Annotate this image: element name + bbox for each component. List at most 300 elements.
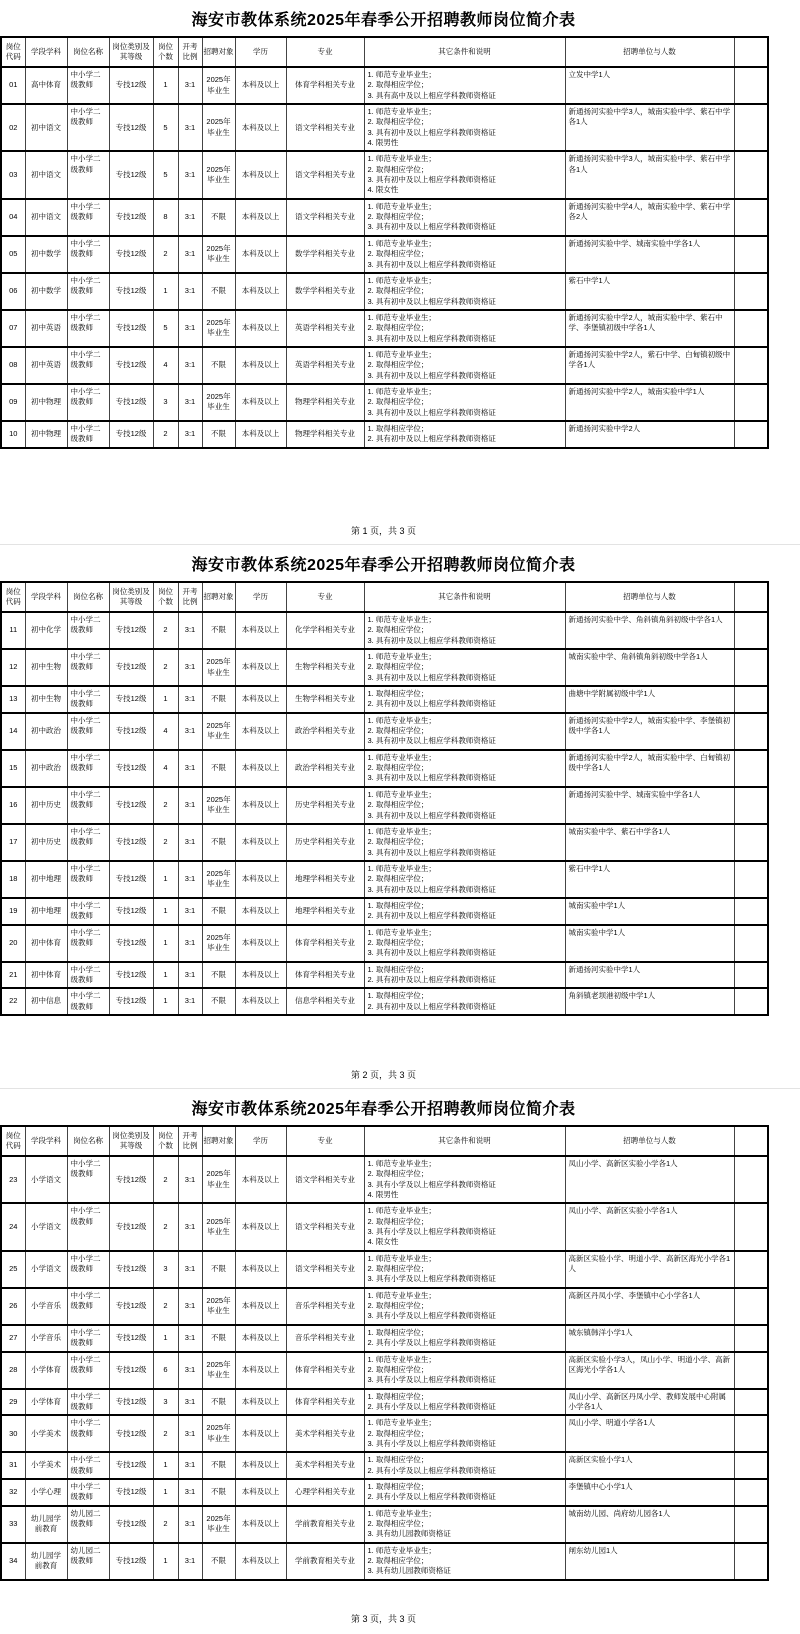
column-header: 其它条件和说明 <box>364 37 565 67</box>
conditions-cell <box>364 824 565 861</box>
category-cell: 专技12级 <box>109 347 153 384</box>
conditions-cell <box>364 347 565 384</box>
education-cell: 本科及以上 <box>235 1415 286 1452</box>
spacer-cell <box>734 273 768 310</box>
spacer-cell <box>734 925 768 962</box>
code-cell: 20 <box>1 925 25 962</box>
ratio-cell: 3:1 <box>178 1203 202 1250</box>
position-row <box>1 1506 768 1543</box>
ratio-cell: 3:1 <box>178 310 202 347</box>
units-cell: 新通扬河实验中学1人 <box>565 962 734 989</box>
subject-cell: 小学体育 <box>25 1352 67 1389</box>
condition-line: 1. 取得相应学位； <box>367 1481 429 1491</box>
position-row <box>1 713 768 750</box>
category-cell: 专技12级 <box>109 713 153 750</box>
spacer-cell <box>734 713 768 750</box>
conditions-cell <box>364 649 565 686</box>
count-cell: 1 <box>153 898 178 925</box>
condition-line: 3. 具有小学及以上相应学科教师资格证 <box>367 1311 496 1321</box>
condition-line: 2. 具有小学及以上相应学科教师资格证 <box>367 1338 496 1348</box>
category-cell: 专技12级 <box>109 421 153 448</box>
condition-line: 2. 取得相应学位； <box>367 249 429 259</box>
condition-line: 1. 取得相应学位； <box>367 423 429 433</box>
units-cell: 新通扬河实验中学2人，城南实验中学、紫石中学、李堡镇初级中学各1人 <box>565 310 734 347</box>
units-cell: 紫石中学1人 <box>565 861 734 898</box>
major-cell: 地理学科相关专业 <box>286 861 364 898</box>
column-header: 学段学科 <box>25 37 67 67</box>
position-row <box>1 824 768 861</box>
code-cell: 11 <box>1 612 25 649</box>
code-cell: 13 <box>1 686 25 713</box>
post-name-cell: 幼儿园二级教师 <box>67 1543 109 1580</box>
position-row <box>1 1389 768 1416</box>
category-cell: 专技12级 <box>109 988 153 1015</box>
education-cell: 本科及以上 <box>235 824 286 861</box>
code-cell: 01 <box>1 67 25 104</box>
column-header: 学段学科 <box>25 1126 67 1156</box>
major-cell: 生物学科相关专业 <box>286 649 364 686</box>
units-cell: 新通扬河实验中学2人，城南实验中学1人 <box>565 384 734 421</box>
column-header: 学历 <box>235 582 286 612</box>
condition-line: 3. 具有初中及以上相应学科教师资格证 <box>367 127 496 137</box>
condition-line: 2. 取得相应学位； <box>367 1169 429 1179</box>
ratio-cell: 3:1 <box>178 1506 202 1543</box>
category-cell: 专技12级 <box>109 1352 153 1389</box>
units-cell: 城南幼儿园、尚府幼儿园各1人 <box>565 1506 734 1543</box>
condition-line: 1. 师范专业毕业生； <box>367 349 436 359</box>
header-row <box>1 582 768 612</box>
condition-line: 3. 具有小学及以上相应学科教师资格证 <box>367 1274 496 1284</box>
condition-line: 3. 具有初中及以上相应学科教师资格证 <box>367 847 496 857</box>
code-cell: 32 <box>1 1479 25 1506</box>
count-cell: 3 <box>153 384 178 421</box>
education-cell: 本科及以上 <box>235 104 286 151</box>
post-name-cell: 中小学二级教师 <box>67 649 109 686</box>
code-cell: 25 <box>1 1251 25 1288</box>
position-row <box>1 962 768 989</box>
column-header: 学段学科 <box>25 582 67 612</box>
category-cell: 专技12级 <box>109 925 153 962</box>
post-name-cell: 中小学二级教师 <box>67 861 109 898</box>
count-cell: 2 <box>153 649 178 686</box>
column-header: 招聘对象 <box>202 582 235 612</box>
units-cell: 城南实验中学1人 <box>565 898 734 925</box>
condition-line: 3. 具有初中及以上相应学科教师资格证 <box>367 370 496 380</box>
condition-line: 1. 师范专业毕业生； <box>367 275 436 285</box>
major-cell: 美术学科相关专业 <box>286 1415 364 1452</box>
subject-cell: 初中语文 <box>25 199 67 236</box>
code-cell: 33 <box>1 1506 25 1543</box>
column-header: 岗位代码 <box>1 1126 25 1156</box>
condition-line: 1. 取得相应学位； <box>367 689 429 699</box>
target-cell: 2025年毕业生 <box>202 67 235 104</box>
count-cell: 1 <box>153 988 178 1015</box>
count-cell: 1 <box>153 1479 178 1506</box>
count-cell: 2 <box>153 1415 178 1452</box>
column-header: 岗位名称 <box>67 582 109 612</box>
education-cell: 本科及以上 <box>235 421 286 448</box>
column-header: 岗位名称 <box>67 1126 109 1156</box>
condition-line: 2. 取得相应学位； <box>367 662 429 672</box>
condition-line: 1. 师范专业毕业生； <box>367 312 436 322</box>
post-name-cell: 中小学二级教师 <box>67 925 109 962</box>
education-cell: 本科及以上 <box>235 1156 286 1203</box>
code-cell: 18 <box>1 861 25 898</box>
target-cell: 不限 <box>202 962 235 989</box>
spacer-cell <box>734 861 768 898</box>
count-cell: 1 <box>153 1325 178 1352</box>
condition-line: 2. 取得相应学位； <box>367 117 429 127</box>
position-row <box>1 104 768 151</box>
post-name-cell: 中小学二级教师 <box>67 104 109 151</box>
post-name-cell: 中小学二级教师 <box>67 151 109 198</box>
condition-line: 3. 具有初中及以上相应学科教师资格证 <box>367 948 496 958</box>
spacer-cell <box>734 236 768 273</box>
code-cell: 05 <box>1 236 25 273</box>
condition-line: 1. 师范专业毕业生； <box>367 386 436 396</box>
conditions-cell <box>364 962 565 989</box>
target-cell: 不限 <box>202 824 235 861</box>
units-cell: 高新区实验小学、明道小学、高新区海光小学各1人 <box>565 1251 734 1288</box>
spacer-cell <box>734 649 768 686</box>
code-cell: 19 <box>1 898 25 925</box>
code-cell: 15 <box>1 750 25 787</box>
spacer-cell <box>734 1156 768 1203</box>
condition-line: 2. 具有小学及以上相应学科教师资格证 <box>367 1465 496 1475</box>
target-cell: 2025年毕业生 <box>202 1352 235 1389</box>
post-name-cell: 中小学二级教师 <box>67 750 109 787</box>
condition-line: 3. 具有初中及以上相应学科教师资格证 <box>367 810 496 820</box>
target-cell: 不限 <box>202 686 235 713</box>
education-cell: 本科及以上 <box>235 713 286 750</box>
major-cell: 数学学科相关专业 <box>286 236 364 273</box>
target-cell: 2025年毕业生 <box>202 787 235 824</box>
column-header: 岗位个数 <box>153 582 178 612</box>
spacer-cell <box>734 1251 768 1288</box>
subject-cell: 初中数学 <box>25 273 67 310</box>
target-cell: 不限 <box>202 1479 235 1506</box>
category-cell: 专技12级 <box>109 824 153 861</box>
ratio-cell: 3:1 <box>178 612 202 649</box>
ratio-cell: 3:1 <box>178 104 202 151</box>
conditions-cell <box>364 199 565 236</box>
subject-cell: 初中生物 <box>25 649 67 686</box>
position-row <box>1 988 768 1015</box>
category-cell: 专技12级 <box>109 787 153 824</box>
position-row <box>1 898 768 925</box>
spacer-cell <box>734 1415 768 1452</box>
position-row <box>1 1352 768 1389</box>
spacer-cell <box>734 898 768 925</box>
position-row <box>1 1415 768 1452</box>
count-cell: 1 <box>153 1543 178 1580</box>
conditions-cell <box>364 151 565 198</box>
conditions-cell <box>364 787 565 824</box>
condition-line: 1. 取得相应学位； <box>367 1391 429 1401</box>
ratio-cell: 3:1 <box>178 925 202 962</box>
condition-line: 1. 师范专业毕业生； <box>367 652 436 662</box>
code-cell: 07 <box>1 310 25 347</box>
position-row <box>1 236 768 273</box>
conditions-cell <box>364 1325 565 1352</box>
condition-line: 1. 师范专业毕业生； <box>367 1418 436 1428</box>
position-row <box>1 1203 768 1250</box>
ratio-cell: 3:1 <box>178 787 202 824</box>
conditions-cell <box>364 1415 565 1452</box>
condition-line: 3. 具有初中及以上相应学科教师资格证 <box>367 736 496 746</box>
condition-line: 2. 具有初中及以上相应学科教师资格证 <box>367 1001 496 1011</box>
condition-line: 1. 取得相应学位； <box>367 900 429 910</box>
condition-line: 3. 具有小学及以上相应学科教师资格证 <box>367 1375 496 1385</box>
units-cell: 新通扬河实验中学2人，城南实验中学、白甸镇初级中学各1人 <box>565 750 734 787</box>
units-cell: 凤山小学、高新区实验小学各1人 <box>565 1156 734 1203</box>
target-cell: 2025年毕业生 <box>202 104 235 151</box>
units-cell: 新通扬河实验中学2人 <box>565 421 734 448</box>
condition-line: 1. 师范专业毕业生； <box>367 1545 436 1555</box>
education-cell: 本科及以上 <box>235 686 286 713</box>
code-cell: 17 <box>1 824 25 861</box>
ratio-cell: 3:1 <box>178 1415 202 1452</box>
post-name-cell: 中小学二级教师 <box>67 988 109 1015</box>
ratio-cell: 3:1 <box>178 824 202 861</box>
post-name-cell: 中小学二级教师 <box>67 384 109 421</box>
target-cell: 2025年毕业生 <box>202 310 235 347</box>
count-cell: 2 <box>153 1203 178 1250</box>
condition-line: 3. 具有初中及以上相应学科教师资格证 <box>367 175 496 185</box>
education-cell: 本科及以上 <box>235 1506 286 1543</box>
page-footer: 第 1 页，共 3 页 <box>350 526 416 536</box>
major-cell: 语文学科相关专业 <box>286 1251 364 1288</box>
education-cell: 本科及以上 <box>235 384 286 421</box>
condition-line: 3. 具有初中及以上相应学科教师资格证 <box>367 407 496 417</box>
target-cell: 不限 <box>202 750 235 787</box>
subject-cell: 初中语文 <box>25 104 67 151</box>
category-cell: 专技12级 <box>109 1452 153 1479</box>
condition-line: 1. 取得相应学位； <box>367 1327 429 1337</box>
position-row <box>1 1156 768 1203</box>
condition-line: 1. 师范专业毕业生； <box>367 1159 436 1168</box>
spacer-cell <box>734 104 768 151</box>
post-name-cell: 中小学二级教师 <box>67 1352 109 1389</box>
count-cell: 5 <box>153 151 178 198</box>
target-cell: 不限 <box>202 421 235 448</box>
spacer-cell <box>734 1389 768 1416</box>
conditions-cell <box>364 384 565 421</box>
ratio-cell: 3:1 <box>178 898 202 925</box>
post-name-cell: 中小学二级教师 <box>67 1156 109 1203</box>
category-cell: 专技12级 <box>109 67 153 104</box>
condition-line: 2. 取得相应学位； <box>367 874 429 884</box>
category-cell: 专技12级 <box>109 199 153 236</box>
units-cell: 高新区丹凤小学、李堡镇中心小学各1人 <box>565 1288 734 1325</box>
count-cell: 1 <box>153 686 178 713</box>
units-cell: 新通扬河实验中学、城南实验中学各1人 <box>565 236 734 273</box>
code-cell: 08 <box>1 347 25 384</box>
units-cell: 新通扬河实验中学2人，城南实验中学、李堡镇初级中学各1人 <box>565 713 734 750</box>
spacer-cell <box>734 750 768 787</box>
target-cell: 2025年毕业生 <box>202 713 235 750</box>
spacer-cell <box>734 824 768 861</box>
code-cell: 29 <box>1 1389 25 1416</box>
conditions-cell <box>364 421 565 448</box>
category-cell: 专技12级 <box>109 1156 153 1203</box>
code-cell: 16 <box>1 787 25 824</box>
major-cell: 学前教育相关专业 <box>286 1506 364 1543</box>
education-cell: 本科及以上 <box>235 750 286 787</box>
category-cell: 专技12级 <box>109 962 153 989</box>
code-cell: 02 <box>1 104 25 151</box>
condition-line: 2. 取得相应学位； <box>367 937 429 947</box>
condition-line: 1. 师范专业毕业生； <box>367 927 436 937</box>
condition-line: 3. 具有幼儿园教师资格证 <box>367 1566 451 1576</box>
ratio-cell: 3:1 <box>178 199 202 236</box>
category-cell: 专技12级 <box>109 1415 153 1452</box>
units-cell: 新通扬河实验中学4人，城南实验中学、紫石中学各2人 <box>565 199 734 236</box>
subject-cell: 小学语文 <box>25 1156 67 1203</box>
major-cell: 音乐学科相关专业 <box>286 1288 364 1325</box>
page-1 <box>0 0 800 544</box>
conditions-cell <box>364 1506 565 1543</box>
condition-line: 3. 具有初中及以上相应学科教师资格证 <box>367 333 496 343</box>
count-cell: 2 <box>153 1288 178 1325</box>
position-row <box>1 612 768 649</box>
spacer-cell <box>734 310 768 347</box>
major-cell: 美术学科相关专业 <box>286 1452 364 1479</box>
header-row <box>1 37 768 67</box>
units-cell: 立发中学1人 <box>565 67 734 104</box>
subject-cell: 小学语文 <box>25 1203 67 1250</box>
major-cell: 语文学科相关专业 <box>286 199 364 236</box>
column-header <box>734 1126 768 1156</box>
target-cell: 不限 <box>202 988 235 1015</box>
subject-cell: 初中体育 <box>25 925 67 962</box>
conditions-cell <box>364 750 565 787</box>
target-cell: 2025年毕业生 <box>202 1203 235 1250</box>
condition-line: 3. 具有初中及以上相应学科教师资格证 <box>367 222 496 232</box>
condition-line: 1. 师范专业毕业生； <box>367 1290 436 1300</box>
code-cell: 21 <box>1 962 25 989</box>
condition-line: 2. 取得相应学位； <box>367 726 429 736</box>
condition-line: 1. 师范专业毕业生； <box>367 1354 436 1364</box>
conditions-cell <box>364 686 565 713</box>
column-header: 专业 <box>286 1126 364 1156</box>
condition-line: 2. 具有初中及以上相应学科教师资格证 <box>367 911 496 921</box>
condition-line: 1. 师范专业毕业生； <box>367 752 436 762</box>
count-cell: 1 <box>153 861 178 898</box>
target-cell: 2025年毕业生 <box>202 236 235 273</box>
count-cell: 2 <box>153 421 178 448</box>
post-name-cell: 中小学二级教师 <box>67 787 109 824</box>
position-row <box>1 273 768 310</box>
position-row <box>1 1479 768 1506</box>
subject-cell: 幼儿园学前教育 <box>25 1506 67 1543</box>
spacer-cell <box>734 1452 768 1479</box>
code-cell: 04 <box>1 199 25 236</box>
conditions-cell <box>364 104 565 151</box>
column-header: 开考比例 <box>178 1126 202 1156</box>
ratio-cell: 3:1 <box>178 750 202 787</box>
count-cell: 2 <box>153 1506 178 1543</box>
category-cell: 专技12级 <box>109 1325 153 1352</box>
condition-line: 3. 具有初中及以上相应学科教师资格证 <box>367 672 496 682</box>
conditions-cell <box>364 1251 565 1288</box>
major-cell: 语文学科相关专业 <box>286 1203 364 1250</box>
major-cell: 历史学科相关专业 <box>286 787 364 824</box>
post-name-cell: 中小学二级教师 <box>67 67 109 104</box>
position-row <box>1 421 768 448</box>
conditions-cell <box>364 1203 565 1250</box>
column-header: 其它条件和说明 <box>364 582 565 612</box>
subject-cell: 小学语文 <box>25 1251 67 1288</box>
column-header: 岗位代码 <box>1 37 25 67</box>
spacer-cell <box>734 421 768 448</box>
units-cell: 城东镇韩洋小学1人 <box>565 1325 734 1352</box>
count-cell: 3 <box>153 1251 178 1288</box>
units-cell: 凤山小学、明道小学各1人 <box>565 1415 734 1452</box>
column-header: 招聘对象 <box>202 1126 235 1156</box>
condition-line: 2. 具有小学及以上相应学科教师资格证 <box>367 1492 496 1502</box>
major-cell: 体育学科相关专业 <box>286 1389 364 1416</box>
subject-cell: 初中政治 <box>25 713 67 750</box>
ratio-cell: 3:1 <box>178 861 202 898</box>
condition-line: 1. 取得相应学位； <box>367 964 429 974</box>
spacer-cell <box>734 1288 768 1325</box>
count-cell: 1 <box>153 925 178 962</box>
major-cell: 物理学科相关专业 <box>286 421 364 448</box>
ratio-cell: 3:1 <box>178 1325 202 1352</box>
code-cell: 24 <box>1 1203 25 1250</box>
position-row <box>1 347 768 384</box>
ratio-cell: 3:1 <box>178 1389 202 1416</box>
education-cell: 本科及以上 <box>235 1251 286 1288</box>
column-header: 学历 <box>235 1126 286 1156</box>
post-name-cell: 中小学二级教师 <box>67 1452 109 1479</box>
column-header: 其它条件和说明 <box>364 1126 565 1156</box>
position-row <box>1 1251 768 1288</box>
code-cell: 26 <box>1 1288 25 1325</box>
subject-cell: 小学音乐 <box>25 1325 67 1352</box>
position-row <box>1 861 768 898</box>
condition-line: 2. 取得相应学位； <box>367 1216 429 1226</box>
condition-line: 2. 取得相应学位； <box>367 212 429 222</box>
units-cell: 高新区实验小学1人 <box>565 1452 734 1479</box>
code-cell: 12 <box>1 649 25 686</box>
position-row <box>1 750 768 787</box>
subject-cell: 初中化学 <box>25 612 67 649</box>
post-name-cell: 中小学二级教师 <box>67 1251 109 1288</box>
spacer-cell <box>734 1325 768 1352</box>
target-cell: 2025年毕业生 <box>202 1288 235 1325</box>
ratio-cell: 3:1 <box>178 713 202 750</box>
subject-cell: 初中英语 <box>25 347 67 384</box>
condition-line: 2. 取得相应学位； <box>367 1556 429 1565</box>
major-cell: 数学学科相关专业 <box>286 273 364 310</box>
target-cell: 2025年毕业生 <box>202 1506 235 1543</box>
spacer-cell <box>734 787 768 824</box>
subject-cell: 初中政治 <box>25 750 67 787</box>
condition-line: 1. 师范专业毕业生； <box>367 238 436 248</box>
ratio-cell: 3:1 <box>178 347 202 384</box>
code-cell: 28 <box>1 1352 25 1389</box>
conditions-cell <box>364 1543 565 1580</box>
education-cell: 本科及以上 <box>235 1203 286 1250</box>
column-header: 岗位类别及其等级 <box>109 1126 153 1156</box>
target-cell: 不限 <box>202 1543 235 1580</box>
units-cell: 高新区实验小学3人，凤山小学、明道小学、高新区海光小学各1人 <box>565 1352 734 1389</box>
position-row <box>1 787 768 824</box>
spacer-cell <box>734 1352 768 1389</box>
ratio-cell: 3:1 <box>178 988 202 1015</box>
